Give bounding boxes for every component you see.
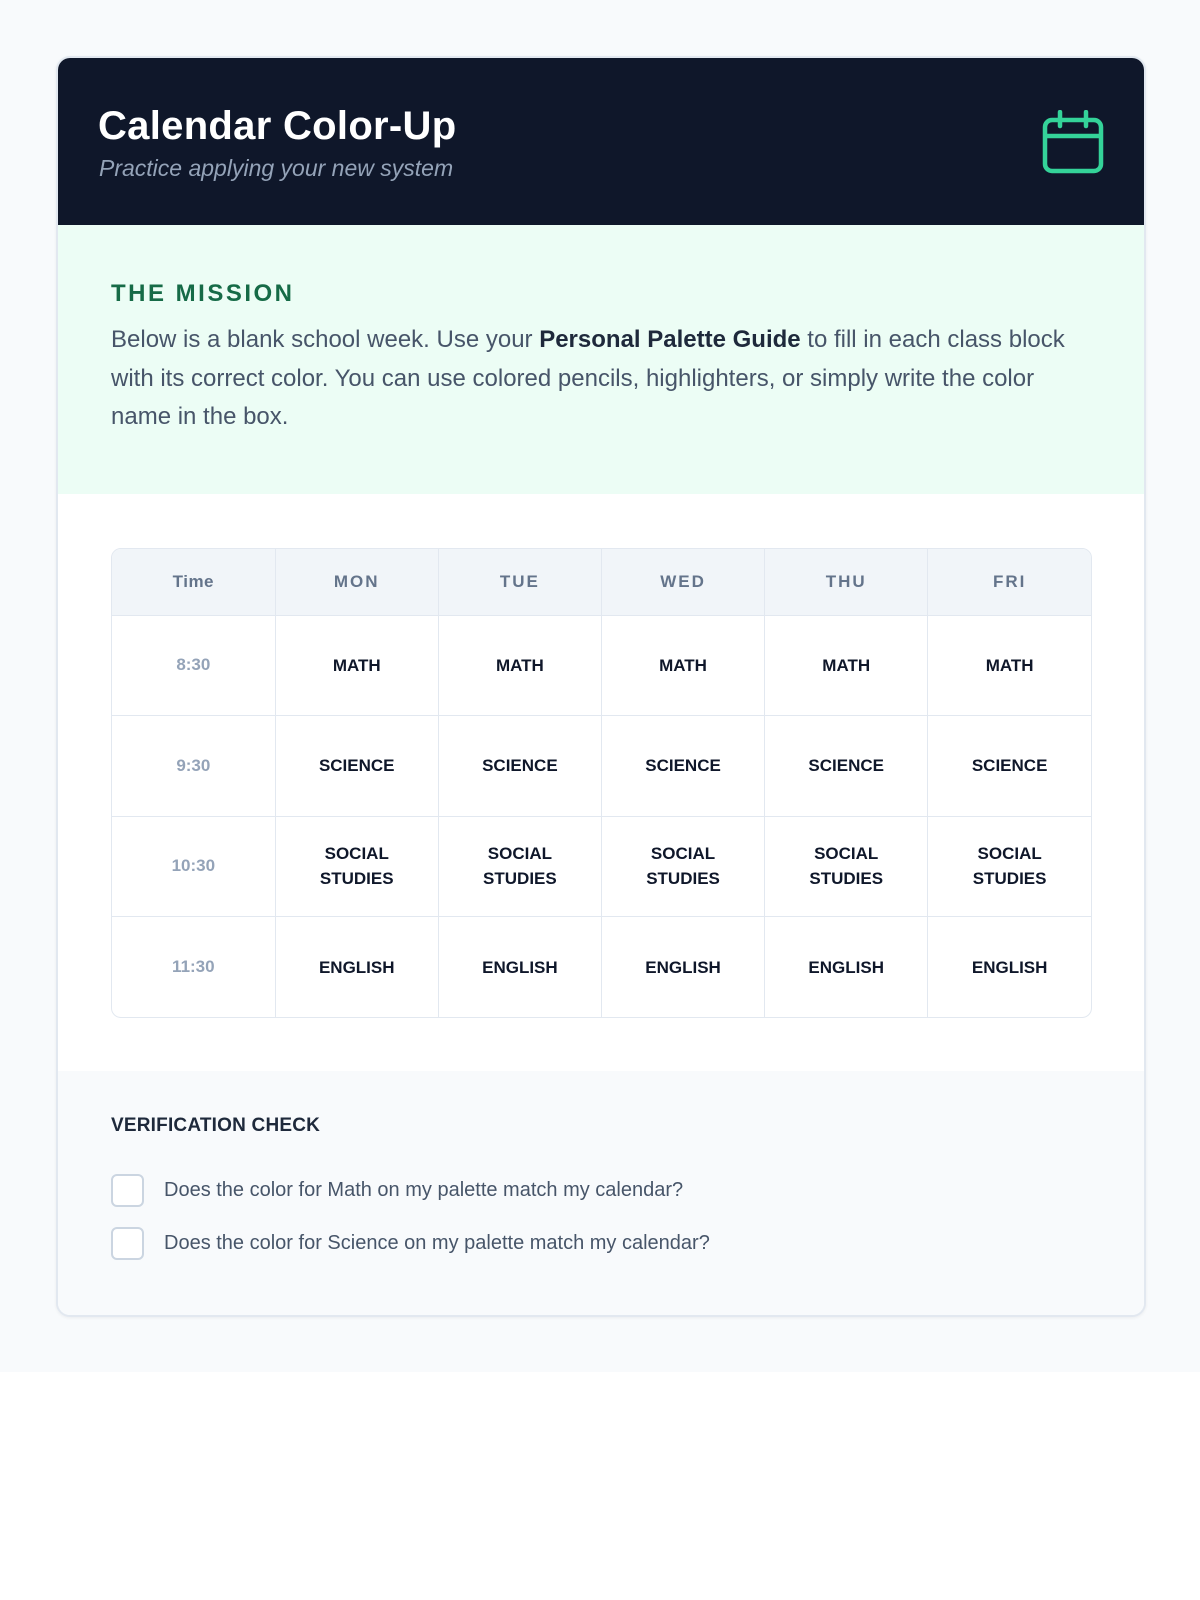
class-block[interactable]: ENGLISH (765, 917, 928, 1018)
checkbox[interactable] (111, 1174, 144, 1207)
column-header-wed: WED (601, 549, 764, 615)
column-header-mon: MON (275, 549, 438, 615)
mission-heading: THE MISSION (111, 280, 295, 307)
class-block[interactable]: SOCIAL STUDIES (275, 816, 438, 917)
class-block[interactable]: SOCIAL STUDIES (765, 816, 928, 917)
mission-text-start: Below is a blank school week. Use your (111, 326, 540, 353)
page-title: Calendar Color-Up (98, 104, 457, 148)
time-cell: 10:30 (112, 816, 275, 917)
table-row (112, 716, 1091, 817)
palette-guide-emphasis: Personal Palette Guide (539, 326, 801, 353)
class-block[interactable]: SCIENCE (765, 716, 928, 817)
column-header-tue: TUE (438, 549, 601, 615)
time-cell: 11:30 (112, 917, 275, 1018)
class-block[interactable]: SOCIAL STUDIES (601, 816, 764, 917)
class-block[interactable]: ENGLISH (971, 957, 1048, 977)
verification-section (58, 1071, 1144, 1317)
table-row (112, 917, 1091, 1018)
checkbox-label[interactable]: Does the color for Math on my palette match my calendar? (164, 1178, 684, 1201)
class-block[interactable]: ENGLISH (275, 917, 438, 1018)
worksheet-card (56, 56, 1146, 1317)
class-block[interactable]: MATH (275, 615, 438, 716)
verification-item-math[interactable] (111, 1173, 683, 1207)
mission-text-end: to fill in each class block with its correct color. You can use colored pencils, highlighters, or simply write the color name in the box. (111, 326, 1065, 430)
class-block[interactable]: MATH (601, 615, 764, 716)
column-header-fri: FRI (928, 549, 1091, 615)
page-subtitle: Practice applying your new system (99, 155, 454, 181)
time-cell: 8:30 (112, 615, 275, 716)
table-row (112, 816, 1091, 917)
verification-item-science[interactable] (111, 1226, 710, 1260)
column-header-time: Time (112, 549, 275, 615)
mission-section (58, 225, 1144, 494)
class-block[interactable]: SCIENCE (928, 716, 1091, 817)
class-block[interactable]: ENGLISH (601, 917, 764, 1018)
checkbox-label[interactable]: Does the color for Science on my palette match my calendar? (164, 1231, 710, 1254)
calendar-icon (1042, 110, 1104, 174)
class-block[interactable]: MATH (765, 615, 928, 716)
schedule-header-row (112, 549, 1091, 615)
table-row (112, 615, 1091, 716)
class-block[interactable]: SCIENCE (601, 716, 764, 817)
column-header-thu: THU (765, 549, 928, 615)
class-block[interactable]: SOCIAL STUDIES (928, 816, 1091, 917)
mission-text (111, 321, 1091, 437)
class-block[interactable]: SCIENCE (438, 716, 601, 817)
checkbox[interactable] (111, 1227, 144, 1260)
schedule-table (111, 548, 1092, 1018)
class-block[interactable]: MATH (928, 615, 1091, 716)
class-block[interactable]: MATH (438, 615, 601, 716)
class-block[interactable]: SCIENCE (275, 716, 438, 817)
class-block[interactable]: SOCIAL STUDIES (438, 816, 601, 917)
time-cell: 9:30 (112, 716, 275, 817)
class-block[interactable]: ENGLISH (438, 917, 601, 1018)
verification-heading: VERIFICATION CHECK (111, 1115, 321, 1136)
header (58, 58, 1144, 225)
